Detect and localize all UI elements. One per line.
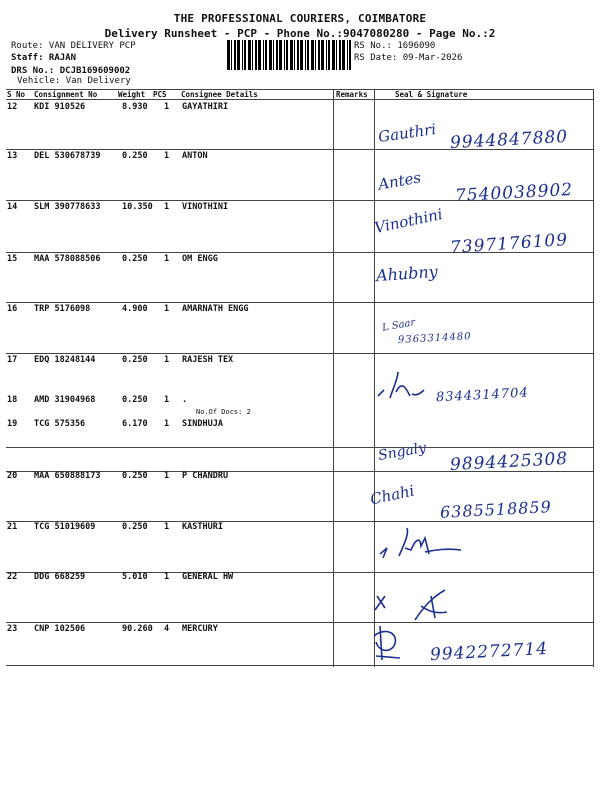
cell-consignment: TCG 51019609 (34, 522, 96, 532)
barcode-bar (265, 40, 267, 70)
cell-consignee: MERCURY (182, 624, 218, 634)
cell-sno: 22 (7, 572, 18, 582)
cell-weight: 10.350 (122, 202, 153, 212)
barcode-bar (326, 40, 327, 70)
cell-sno: 15 (7, 254, 18, 264)
cell-weight: 5.010 (122, 572, 148, 582)
row-divider (6, 572, 594, 573)
cell-sno: 12 (7, 102, 18, 112)
cell-weight: 8.930 (122, 102, 148, 112)
barcode-bar (294, 40, 295, 70)
cell-sno: 21 (7, 522, 18, 532)
cell-consignee: ANTON (182, 151, 208, 161)
cell-consignment: KDI 910526 (34, 102, 86, 112)
col-pcs: PCS (153, 90, 167, 99)
cell-sno: 23 (7, 624, 18, 634)
col-seal-signature: Seal & Signature (395, 90, 468, 99)
runsheet-title: Delivery Runsheet - PCP - Phone No.:9047080280 - Page No.:2 (104, 27, 496, 40)
row-divider (6, 622, 594, 623)
barcode-bar (339, 40, 341, 70)
rs-date: RS Date: 09-Mar-2026 (354, 53, 463, 63)
cell-consignment: EDQ 18248144 (34, 355, 96, 365)
cell-pcs: 1 (164, 151, 170, 161)
handwritten-signature: Gauthri (377, 120, 438, 146)
barcode-bar (307, 40, 309, 70)
cell-weight: 4.900 (122, 304, 148, 314)
cell-sno: 18 (7, 395, 18, 405)
barcode-bar (276, 40, 278, 70)
handwritten-signature: Vinothini (372, 205, 445, 237)
cell-weight: 0.250 (122, 254, 148, 264)
cell-consignment: MAA 578088506 (34, 254, 101, 264)
barcode-bar (234, 40, 236, 70)
handwritten-phone: 9894425308 (449, 448, 569, 476)
col-weight: Weight (118, 90, 146, 99)
cell-sno: 16 (7, 304, 18, 314)
cell-pcs: 1 (164, 419, 170, 429)
cell-pcs: 1 (164, 254, 170, 264)
barcode-bar (273, 40, 274, 70)
barcode-bar (263, 40, 264, 70)
cell-consignment: SLM 390778633 (34, 202, 101, 212)
cell-sno: 14 (7, 202, 18, 212)
cell-pcs: 1 (164, 471, 170, 481)
cell-pcs: 1 (164, 395, 170, 405)
handwritten-signature: Chahi (368, 481, 416, 509)
cell-consignee: . (182, 395, 188, 405)
cell-consignee: OM ENGG (182, 254, 218, 264)
cell-consignment: AMD 31904968 (34, 395, 96, 405)
barcode-bar (297, 40, 299, 70)
cell-consignee: RAJESH TEX (182, 355, 234, 365)
cell-consignment: MAA 650888173 (34, 471, 101, 481)
cell-pcs: 1 (164, 522, 170, 532)
row-divider (6, 665, 594, 666)
cell-sno: 20 (7, 471, 18, 481)
barcode-bar (318, 40, 320, 70)
handwritten-phone: 9363314480 (397, 331, 472, 346)
cell-sno: 17 (7, 355, 18, 365)
drs-number: DRS No.: DCJB169609002 (11, 66, 131, 76)
signature-scribble-rajesh-tex (372, 366, 432, 406)
vehicle-label: Vehicle: Van Delivery (17, 76, 131, 86)
barcode-bar (269, 40, 272, 70)
cell-consignment: DDG 668259 (34, 572, 86, 582)
handwritten-phone: 8344314704 (435, 385, 530, 406)
barcode-bar (284, 40, 285, 70)
cell-consignment: DEL 530678739 (34, 151, 101, 161)
barcode-bar (305, 40, 306, 70)
col-sno: S No (7, 90, 26, 99)
col-consignment: Consignment No (34, 90, 98, 99)
signature-scribble-kasthuri (365, 520, 505, 565)
barcode-bar (231, 40, 232, 70)
cell-sno: 13 (7, 151, 18, 161)
runsheet-table (6, 89, 594, 667)
docs-note: No.Of Docs: 2 (196, 408, 251, 416)
cell-pcs: 1 (164, 355, 170, 365)
handwritten-signature: Sngaly (376, 439, 428, 465)
cell-weight: 0.250 (122, 471, 148, 481)
cell-consignment: CNP 102506 (34, 624, 86, 634)
handwritten-phone: 6385518859 (439, 497, 553, 522)
barcode-bar (315, 40, 316, 70)
handwritten-signature: Antes (376, 168, 423, 194)
barcode-bar (252, 40, 253, 70)
barcode-bar (311, 40, 314, 70)
barcode-bar (342, 40, 345, 70)
row-divider (6, 447, 594, 448)
barcode-bar (300, 40, 303, 70)
row-divider (6, 353, 594, 354)
cell-consignment: TCG 575356 (34, 419, 86, 429)
barcode-bar (349, 40, 351, 70)
cell-weight: 0.250 (122, 522, 148, 532)
barcode-bar (255, 40, 257, 70)
handwritten-phone: 7397176109 (449, 229, 569, 259)
barcode-bar (347, 40, 348, 70)
barcode-bar (237, 40, 240, 70)
cell-consignee: GAYATHIRI (182, 102, 229, 112)
handwritten-phone: 7540038902 (454, 179, 574, 207)
cell-consignee: KASTHURI (182, 522, 223, 532)
handwritten-phone: 9944847880 (449, 126, 569, 154)
cell-consignee: P CHANDRU (182, 471, 229, 481)
barcode-bar (286, 40, 288, 70)
barcode-bar (336, 40, 337, 70)
cell-weight: 90.260 (122, 624, 153, 634)
cell-pcs: 1 (164, 304, 170, 314)
cell-pcs: 4 (164, 624, 170, 634)
barcode-bar (258, 40, 261, 70)
barcode-bar (321, 40, 324, 70)
handwritten-signature: L Saar (381, 317, 417, 334)
route-label: Route: VAN DELIVERY PCP (11, 41, 136, 51)
barcode-bar (290, 40, 293, 70)
signature-scribble-mercury (370, 620, 410, 670)
cell-pcs: 1 (164, 202, 170, 212)
handwritten-signature: Ahubny (375, 261, 439, 286)
rs-number: RS No.: 1696090 (354, 41, 436, 51)
cell-weight: 0.250 (122, 395, 148, 405)
company-name: THE PROFESSIONAL COURIERS, COIMBATORE (173, 12, 427, 25)
col-consignee: Consignee Details (181, 90, 258, 99)
cell-weight: 0.250 (122, 151, 148, 161)
barcode-bar (227, 40, 230, 70)
cell-weight: 0.250 (122, 355, 148, 365)
barcode-bar (242, 40, 243, 70)
cell-sno: 19 (7, 419, 18, 429)
cell-weight: 6.170 (122, 419, 148, 429)
cell-consignee: SINDHUJA (182, 419, 223, 429)
cell-consignee: AMARNATH ENGG (182, 304, 249, 314)
cell-pcs: 1 (164, 102, 170, 112)
cell-pcs: 1 (164, 572, 170, 582)
cell-consignment: TRP 5176098 (34, 304, 91, 314)
col-remarks: Remarks (336, 90, 368, 99)
handwritten-phone: 9942272714 (429, 638, 549, 666)
staff-label: Staff: RAJAN (11, 53, 77, 63)
barcode-bar (332, 40, 335, 70)
cell-consignee: VINOTHINI (182, 202, 229, 212)
barcode (227, 40, 351, 70)
barcode-bar (328, 40, 330, 70)
barcode-bar (248, 40, 251, 70)
barcode-bar (279, 40, 282, 70)
cell-consignee: GENERAL HW (182, 572, 234, 582)
row-divider (6, 302, 594, 303)
barcode-bar (244, 40, 246, 70)
